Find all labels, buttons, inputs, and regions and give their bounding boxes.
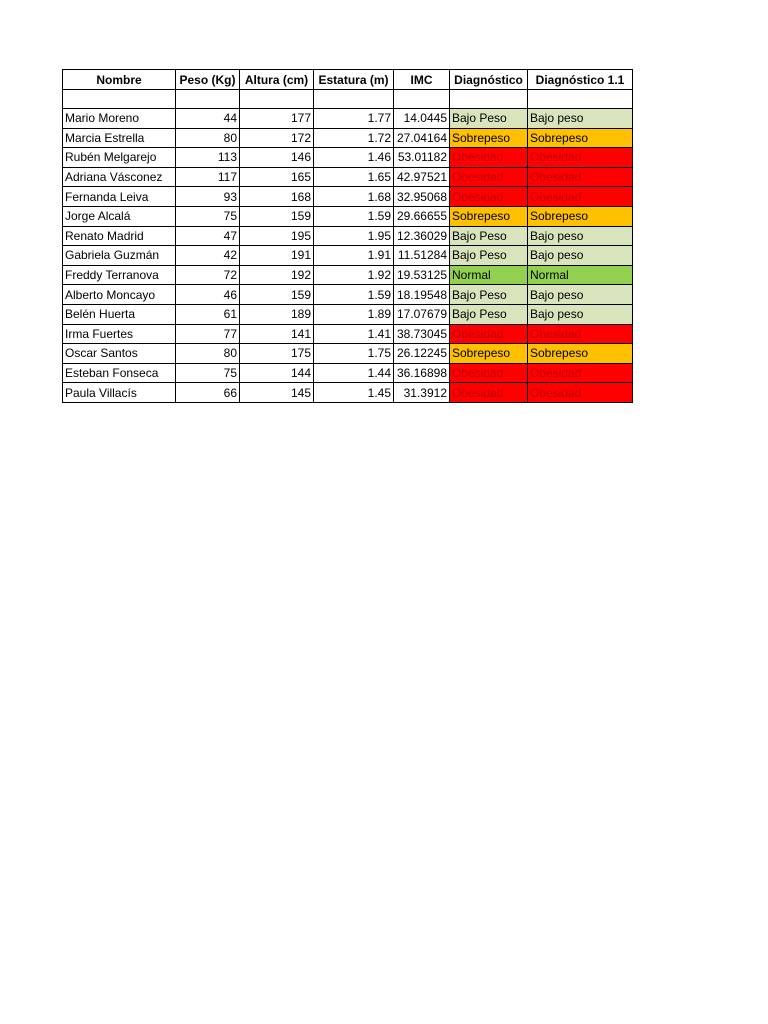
- table-row: [63, 344, 633, 364]
- cell-imc[interactable]: 18.19548: [394, 285, 450, 305]
- header-diagnostico[interactable]: Diagnóstico: [450, 70, 528, 90]
- table-row: [63, 285, 633, 305]
- cell-estatura[interactable]: 1.75: [314, 344, 394, 364]
- table-row: [63, 206, 633, 226]
- cell-diagnostico[interactable]: Bajo Peso: [450, 226, 528, 246]
- cell-estatura[interactable]: 1.72: [314, 128, 394, 148]
- cell-estatura[interactable]: 1.59: [314, 206, 394, 226]
- cell-altura[interactable]: 141: [240, 324, 314, 344]
- cell-peso[interactable]: 117: [176, 167, 240, 187]
- cell-estatura[interactable]: 1.89: [314, 304, 394, 324]
- table-row: [63, 324, 633, 344]
- cell-peso[interactable]: 113: [176, 148, 240, 168]
- table-row: [63, 383, 633, 403]
- blank-cell[interactable]: [240, 90, 314, 109]
- cell-estatura[interactable]: 1.41: [314, 324, 394, 344]
- header-row: [63, 70, 633, 90]
- blank-row: [63, 90, 633, 109]
- cell-diagnostico[interactable]: Sobrepeso: [450, 128, 528, 148]
- cell-peso[interactable]: 66: [176, 383, 240, 403]
- cell-altura[interactable]: 192: [240, 265, 314, 285]
- table-row: [63, 304, 633, 324]
- blank-cell[interactable]: [528, 90, 633, 109]
- table-row: [63, 148, 633, 168]
- cell-imc[interactable]: 12.36029: [394, 226, 450, 246]
- cell-altura[interactable]: 175: [240, 344, 314, 364]
- cell-altura[interactable]: 195: [240, 226, 314, 246]
- cell-diagnostico[interactable]: Obesidad: [450, 383, 528, 403]
- cell-nombre[interactable]: Esteban Fonseca: [63, 363, 176, 383]
- cell-nombre[interactable]: Rubén Melgarejo: [63, 148, 176, 168]
- cell-nombre[interactable]: Oscar Santos: [63, 344, 176, 364]
- cell-peso[interactable]: 77: [176, 324, 240, 344]
- table-row: [63, 246, 633, 266]
- cell-diagnostico-1-1[interactable]: Normal: [528, 265, 633, 285]
- table-row: [63, 265, 633, 285]
- cell-altura[interactable]: 146: [240, 148, 314, 168]
- cell-diagnostico-1-1[interactable]: Obesidad: [528, 363, 633, 383]
- cell-imc[interactable]: 38.73045: [394, 324, 450, 344]
- cell-estatura[interactable]: 1.59: [314, 285, 394, 305]
- cell-diagnostico-1-1[interactable]: Obesidad: [528, 187, 633, 207]
- cell-imc[interactable]: 11.51284: [394, 246, 450, 266]
- cell-diagnostico-1-1[interactable]: Bajo peso: [528, 246, 633, 266]
- cell-altura[interactable]: 159: [240, 206, 314, 226]
- header-estatura[interactable]: Estatura (m): [314, 70, 394, 90]
- cell-nombre[interactable]: Jorge Alcalá: [63, 206, 176, 226]
- cell-diagnostico-1-1[interactable]: Bajo peso: [528, 109, 633, 129]
- cell-diagnostico-1-1[interactable]: Bajo peso: [528, 304, 633, 324]
- cell-estatura[interactable]: 1.45: [314, 383, 394, 403]
- cell-nombre[interactable]: Adriana Vásconez: [63, 167, 176, 187]
- cell-estatura[interactable]: 1.91: [314, 246, 394, 266]
- cell-diagnostico[interactable]: Obesidad: [450, 187, 528, 207]
- cell-peso[interactable]: 75: [176, 363, 240, 383]
- blank-cell[interactable]: [450, 90, 528, 109]
- cell-diagnostico[interactable]: Obesidad: [450, 167, 528, 187]
- table-row: [63, 187, 633, 207]
- cell-peso[interactable]: 42: [176, 246, 240, 266]
- cell-estatura[interactable]: 1.44: [314, 363, 394, 383]
- cell-diagnostico-1-1[interactable]: Sobrepeso: [528, 206, 633, 226]
- cell-imc[interactable]: 29.66655: [394, 206, 450, 226]
- table-row: [63, 128, 633, 148]
- cell-nombre[interactable]: Belén Huerta: [63, 304, 176, 324]
- cell-peso[interactable]: 75: [176, 206, 240, 226]
- cell-diagnostico[interactable]: Sobrepeso: [450, 206, 528, 226]
- cell-altura[interactable]: 168: [240, 187, 314, 207]
- cell-diagnostico-1-1[interactable]: Sobrepeso: [528, 344, 633, 364]
- blank-cell[interactable]: [176, 90, 240, 109]
- table-row: [63, 363, 633, 383]
- cell-imc[interactable]: 31.3912: [394, 383, 450, 403]
- cell-diagnostico-1-1[interactable]: Bajo peso: [528, 226, 633, 246]
- cell-diagnostico[interactable]: Bajo Peso: [450, 304, 528, 324]
- cell-diagnostico-1-1[interactable]: Bajo peso: [528, 285, 633, 305]
- cell-estatura[interactable]: 1.92: [314, 265, 394, 285]
- cell-diagnostico[interactable]: Bajo Peso: [450, 109, 528, 129]
- cell-diagnostico-1-1[interactable]: Obesidad: [528, 148, 633, 168]
- cell-nombre[interactable]: Renato Madrid: [63, 226, 176, 246]
- table-row: [63, 167, 633, 187]
- cell-diagnostico[interactable]: Normal: [450, 265, 528, 285]
- cell-diagnostico[interactable]: Obesidad: [450, 324, 528, 344]
- cell-altura[interactable]: 144: [240, 363, 314, 383]
- cell-nombre[interactable]: Marcia Estrella: [63, 128, 176, 148]
- cell-peso[interactable]: 93: [176, 187, 240, 207]
- cell-diagnostico[interactable]: Sobrepeso: [450, 344, 528, 364]
- cell-imc[interactable]: 27.04164: [394, 128, 450, 148]
- cell-altura[interactable]: 145: [240, 383, 314, 403]
- cell-imc[interactable]: 42.97521: [394, 167, 450, 187]
- cell-peso[interactable]: 47: [176, 226, 240, 246]
- blank-cell[interactable]: [394, 90, 450, 109]
- cell-imc[interactable]: 53.01182: [394, 148, 450, 168]
- blank-cell[interactable]: [63, 90, 176, 109]
- cell-estatura[interactable]: 1.95: [314, 226, 394, 246]
- cell-nombre[interactable]: Fernanda Leiva: [63, 187, 176, 207]
- cell-nombre[interactable]: Freddy Terranova: [63, 265, 176, 285]
- cell-diagnostico-1-1[interactable]: Obesidad: [528, 324, 633, 344]
- header-altura[interactable]: Altura (cm): [240, 70, 314, 90]
- cell-altura[interactable]: 189: [240, 304, 314, 324]
- cell-imc[interactable]: 32.95068: [394, 187, 450, 207]
- cell-imc[interactable]: 26.12245: [394, 344, 450, 364]
- cell-imc[interactable]: 36.16898: [394, 363, 450, 383]
- cell-diagnostico[interactable]: Obesidad: [450, 148, 528, 168]
- cell-nombre[interactable]: Alberto Moncayo: [63, 285, 176, 305]
- data-table: [62, 69, 633, 403]
- header-nombre[interactable]: Nombre: [63, 70, 176, 90]
- cell-nombre[interactable]: Gabriela Guzmán: [63, 246, 176, 266]
- cell-peso[interactable]: 46: [176, 285, 240, 305]
- cell-altura[interactable]: 191: [240, 246, 314, 266]
- cell-altura[interactable]: 177: [240, 109, 314, 129]
- cell-diagnostico[interactable]: Bajo Peso: [450, 246, 528, 266]
- cell-nombre[interactable]: Paula Villacís: [63, 383, 176, 403]
- table-row: [63, 109, 633, 129]
- cell-peso[interactable]: 72: [176, 265, 240, 285]
- cell-imc[interactable]: 14.0445: [394, 109, 450, 129]
- cell-estatura[interactable]: 1.68: [314, 187, 394, 207]
- cell-estatura[interactable]: 1.65: [314, 167, 394, 187]
- cell-diagnostico[interactable]: Bajo Peso: [450, 285, 528, 305]
- cell-imc[interactable]: 17.07679: [394, 304, 450, 324]
- cell-diagnostico-1-1[interactable]: Obesidad: [528, 167, 633, 187]
- cell-imc[interactable]: 19.53125: [394, 265, 450, 285]
- cell-nombre[interactable]: Irma Fuertes: [63, 324, 176, 344]
- header-diagnostico-1-1[interactable]: Diagnóstico 1.1: [528, 70, 633, 90]
- cell-altura[interactable]: 165: [240, 167, 314, 187]
- cell-altura[interactable]: 172: [240, 128, 314, 148]
- header-peso[interactable]: Peso (Kg): [176, 70, 240, 90]
- cell-diagnostico-1-1[interactable]: Sobrepeso: [528, 128, 633, 148]
- header-imc[interactable]: IMC: [394, 70, 450, 90]
- cell-estatura[interactable]: 1.46: [314, 148, 394, 168]
- cell-peso[interactable]: 80: [176, 344, 240, 364]
- table-row: [63, 226, 633, 246]
- cell-peso[interactable]: 61: [176, 304, 240, 324]
- cell-altura[interactable]: 159: [240, 285, 314, 305]
- cell-nombre[interactable]: Mario Moreno: [63, 109, 176, 129]
- cell-diagnostico-1-1[interactable]: Obesidad: [528, 383, 633, 403]
- cell-estatura[interactable]: 1.77: [314, 109, 394, 129]
- cell-diagnostico[interactable]: Obesidad: [450, 363, 528, 383]
- cell-peso[interactable]: 80: [176, 128, 240, 148]
- cell-peso[interactable]: 44: [176, 109, 240, 129]
- blank-cell[interactable]: [314, 90, 394, 109]
